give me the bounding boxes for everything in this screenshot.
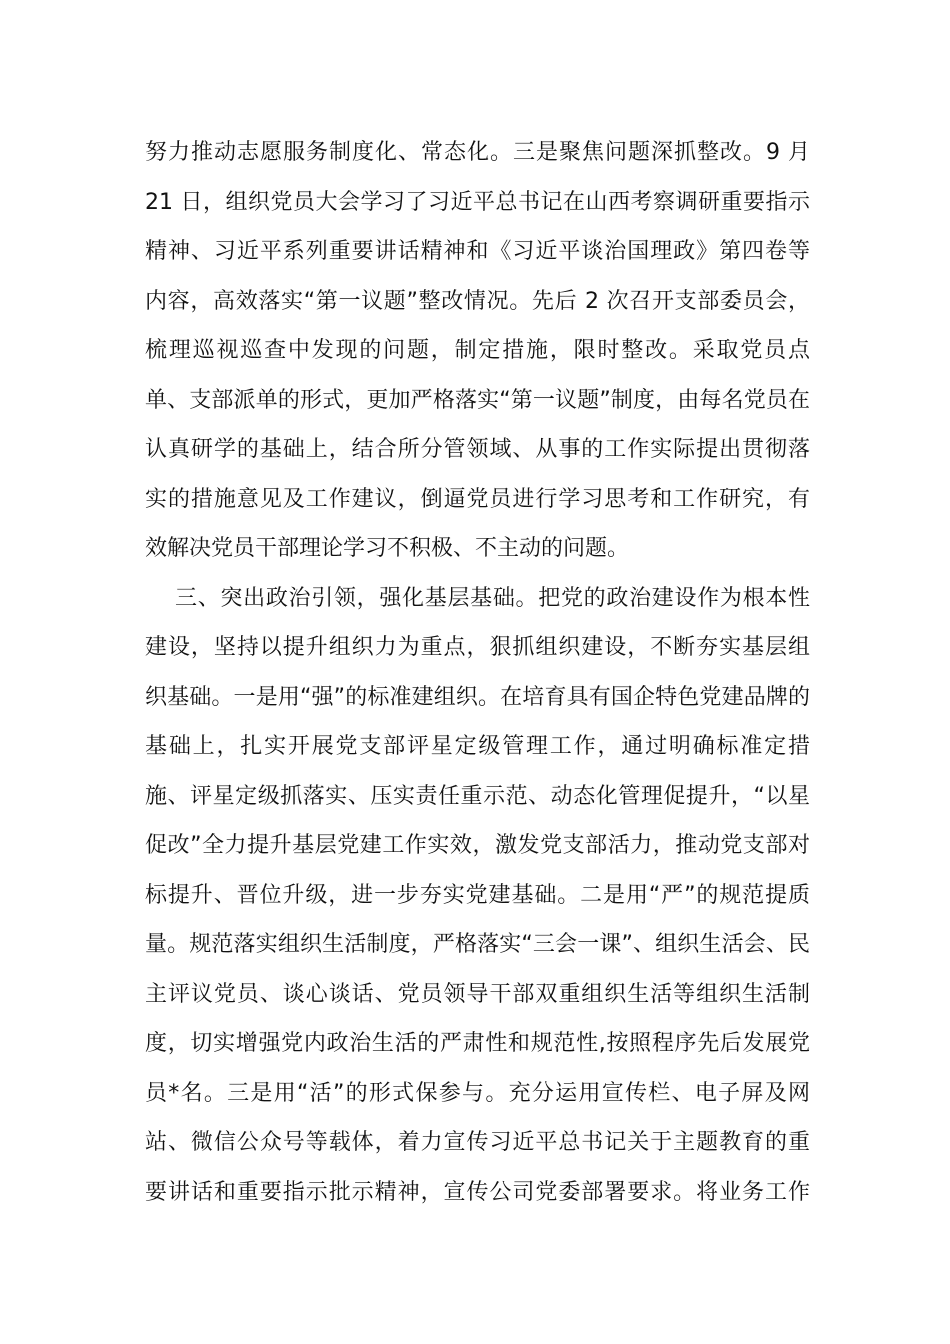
text-line: 织基础。一是用“强”的标准建组织。在培育具有国企特色党建品牌的: [145, 684, 810, 710]
text-line: 精神、习近平系列重要讲话精神和《习近平谈治国理政》第四卷等: [145, 239, 810, 264]
text-line: 21 日，组织党员大会学习了习近平总书记在山西考察调研重要指示: [145, 189, 810, 215]
text-line: 站、微信公众号等载体，着力宣传习近平总书记关于主题教育的重: [145, 1130, 810, 1155]
text-line: 施、评星定级抓落实、压实责任重示范、动态化管理促提升，“以星: [145, 783, 810, 809]
text-line: 员*名。三是用“活”的形式保参与。充分运用宣传栏、电子屏及网: [145, 1080, 810, 1106]
paragraph-end-line: 效解决党员干部理论学习不积极、不主动的问题。: [145, 536, 630, 561]
section-heading-line: 三、突出政治引领，强化基层基础。把党的政治建设作为根本性: [175, 585, 810, 611]
text-line: 基础上，扎实开展党支部评星定级管理工作，通过明确标准定措: [145, 734, 810, 759]
text-line: 梳理巡视巡查中发现的问题，制定措施，限时整改。采取党员点: [145, 338, 810, 363]
text-line: 主评议党员、谈心谈话、党员领导干部双重组织生活等组织生活制: [145, 981, 810, 1007]
text-line: 实的措施意见及工作建议，倒逼党员进行学习思考和工作研究，有: [145, 486, 810, 512]
text-line: 努力推动志愿服务制度化、常态化。三是聚焦问题深抓整改。9 月: [145, 140, 810, 165]
text-line: 要讲话和重要指示批示精神，宣传公司党委部署要求。将业务工作: [145, 1179, 810, 1205]
text-line: 度，切实增强党内政治生活的严肃性和规范性,按照程序先后发展党: [145, 1031, 810, 1056]
text-line: 量。规范落实组织生活制度，严格落实“三会一课”、组织生活会、民: [145, 932, 810, 957]
text-line: 标提升、晋位升级，进一步夯实党建基础。二是用“严”的规范提质: [145, 882, 810, 908]
text-line: 建设，坚持以提升组织力为重点，狠抓组织建设，不断夯实基层组: [145, 635, 810, 660]
text-line: 认真研学的基础上，结合所分管领域、从事的工作实际提出贯彻落: [145, 437, 810, 462]
text-line: 促改”全力提升基层党建工作实效，激发党支部活力，推动党支部对: [145, 833, 810, 858]
text-line: 内容，高效落实“第一议题”整改情况。先后 2 次召开支部委员会，: [145, 288, 810, 314]
body-text: [145, 128, 810, 1217]
text-line: 单、支部派单的形式，更加严格落实“第一议题”制度，由每名党员在: [145, 387, 810, 413]
